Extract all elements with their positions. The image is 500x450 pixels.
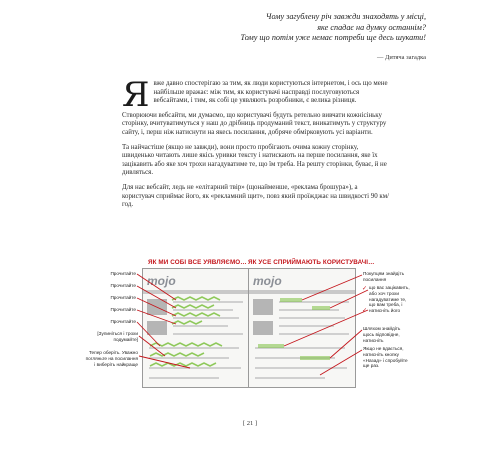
text-line [149, 367, 241, 369]
callout-read: Прочитайте [110, 283, 136, 288]
callout-read: Прочитайте [110, 319, 136, 324]
website-screenshot-left [142, 268, 250, 388]
drop-cap: Я [122, 75, 150, 115]
text-line [279, 325, 334, 327]
paragraph-text: вже давно спостерігаю за тим, як люди користуються інтернетом, і ось що мене найбільше вражає: між тим, як користувачі насправді послуговуються вебсайтами, і тим, як собі це уявляють розробники, є велика різниця. [153, 80, 388, 105]
photo-placeholder [253, 321, 273, 335]
check-mark-icon: ✓ [362, 308, 368, 314]
text-line [173, 301, 243, 303]
text-line [279, 317, 345, 319]
photo-placeholder [147, 321, 167, 335]
callout-read: Прочитайте [110, 271, 136, 276]
mojo-logo: mojo [253, 274, 282, 288]
epigraph-line: яке спадає на думку останнім? [317, 22, 426, 32]
callout-read: Прочитайте [110, 307, 136, 312]
website-screenshot-right [248, 268, 356, 388]
text-line [149, 347, 239, 349]
callout-interest: що вас зацікавить, або хоч трохи нагадуватиме те, що вам треба, і [369, 285, 410, 308]
callout-back: Якщо не вдається, натисніть кнопку «Назад» і спробуйте ще раз. [363, 346, 408, 369]
nav-bar [249, 290, 355, 294]
text-line [255, 367, 347, 369]
epigraph [126, 12, 426, 44]
text-line [279, 309, 339, 311]
figure-right-title: ЯК УСЕ СПРИЙМАЮТЬ КОРИСТУВАЧІ… [248, 259, 375, 266]
text-line [149, 377, 219, 379]
nav-bar [143, 290, 249, 294]
text-line [279, 333, 349, 335]
mojo-logo: mojo [147, 274, 176, 288]
paragraph [122, 75, 390, 115]
page-number: [ 21 ] [242, 420, 258, 427]
text-line [279, 301, 349, 303]
callout-read: Прочитайте [110, 295, 136, 300]
callout-choose: Тепер оберіть. Уважно погляньте на посилання і виберіть найкраще [85, 350, 138, 367]
figure-left-title: ЯК МИ СОБІ ВСЕ УЯВЛЯЄМО… [148, 259, 247, 266]
paragraph: Створюючи вебсайти, ми думаємо, що користувачі будуть ретельно вивчати кожнісіньку сторінку, вчитуватимуться у наш до дрібниць продуманий текст, вникатимуть у структуру сайту, і, перш ніж натиснути на якесь посилання, добряче обмірковують усі варіанти. [122, 111, 387, 136]
callout-click: натисніть його [369, 308, 401, 313]
callout-find-link: Покупцям знайдіть посилання [363, 271, 405, 282]
text-line [173, 333, 243, 335]
text-line [255, 357, 335, 359]
callout-find-else: Шляхом знайдіть щось відповідне, натисніть [363, 326, 401, 343]
epigraph-line: Чому загублену річ завжди знаходять у місці, [265, 12, 426, 21]
check-marks [362, 286, 367, 314]
text-line [173, 309, 233, 311]
text-line [255, 347, 345, 349]
text-line [173, 325, 228, 327]
photo-placeholder [147, 299, 167, 315]
paragraph: Та найчастіше (якщо не завжди), вони просто пробігають очима кожну сторінку, швиденько читають лише якісь уривки тексту і натискають на перше посилання, яке їх зацікавить або яке хоч трохи нагадуватиме те, що їм треба. На решту сторінки, буває, й не дивляться. [122, 143, 387, 177]
text-line [149, 357, 229, 359]
check-mark-icon: ✓ [362, 286, 368, 292]
epigraph-line: Тому що потім уже немає потреби ще десь шукати! [240, 33, 426, 43]
epigraph-source: — Дитяча загадка [377, 54, 426, 61]
text-line [255, 377, 325, 379]
text-line [173, 317, 239, 319]
body-text [122, 75, 390, 216]
paragraph: Для нас вебсайт, ледь не «елітарний твір» (щонайменше, «реклама брошура»), а користувач сприймає його, як «рекламний щит», повз який проїжджає на швидкості 90 км/год. [122, 183, 389, 209]
photo-placeholder [253, 299, 273, 315]
callout-think: [Зупиніться і трохи подумайте] [97, 331, 138, 342]
